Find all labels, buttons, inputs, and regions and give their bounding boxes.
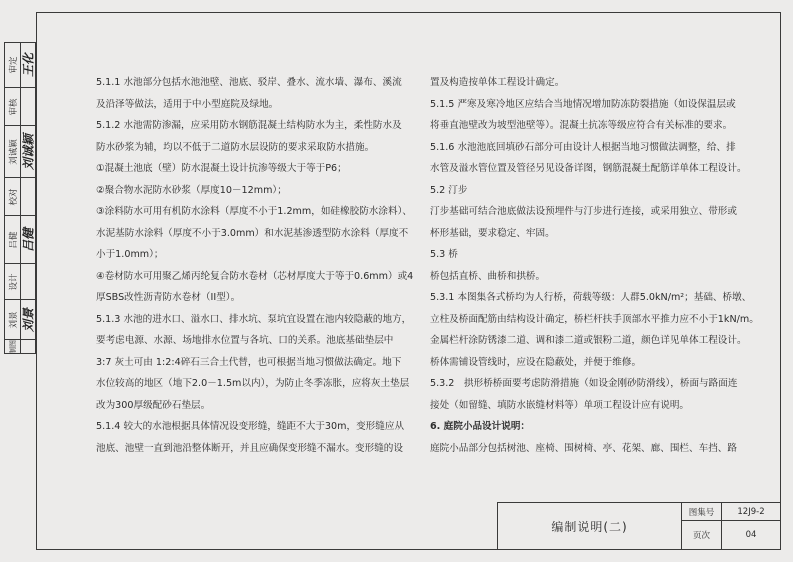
approval-cell-checker (5, 87, 35, 125)
text-line: 汀步基础可结合池底做法设预埋件与汀步进行连接，或采用独立、带形或 (430, 206, 737, 217)
approval-cell-proofreader (5, 177, 35, 215)
text-line: 金属栏杆涂防锈漆二道、调和漆二道或银粉二道，颜色详见单体工程设计。 (430, 335, 747, 346)
left-text-column (96, 72, 416, 459)
approval-name-label: 刘诚颖 (8, 138, 19, 165)
text-line: 接处（如留缝、填防水嵌缝材料等）单项工程设计应有说明。 (430, 399, 690, 411)
approval-cell-designer (5, 263, 35, 299)
approval-role-label: 制图 (8, 339, 17, 354)
text-line: 庭院小品部分包括树池、座椅、围树椅、亭、花架、廊、围栏、车挡、路 (430, 442, 737, 454)
approval-cell-name (5, 125, 35, 177)
text-line: 将垂直池壁改为坡型池壁等）。混凝土抗冻等级应符合有关标准的要求。 (430, 120, 733, 131)
text-line: 杯形基础，要求稳定、牢固。 (430, 227, 555, 239)
sheet-title: 编制说明(二) (498, 503, 682, 549)
approval-cell-name (5, 299, 35, 339)
text-line: 小于1.0mm）； (96, 249, 164, 260)
section-heading: 5.2 汀步 (430, 184, 468, 196)
approval-role-label: 审定 (8, 56, 19, 74)
signature: 王化 (21, 52, 35, 78)
text-line: ①混凝土池底（壁）防水混凝土设计抗渗等级大于等于P6； (96, 163, 347, 174)
approval-cell-drafter (5, 339, 35, 353)
atlas-number-value: 12J9-2 (722, 503, 780, 521)
text-line: 要考虑电源、水源、场地排水位置与各坑、口的关系。池底基础垫层中 (96, 335, 394, 346)
approval-name-label: 吕健 (8, 230, 19, 249)
text-line: 厚SBS改性沥青防水卷材（II型）。 (96, 292, 241, 303)
approval-role-label: 审核 (8, 97, 19, 116)
approval-cell-name (5, 215, 35, 263)
text-line: 防水砂浆为辅，均以不低于二道防水层设防的要求采取防水措施。 (96, 141, 375, 153)
text-line: 5.1.6 水池池底回填砂石部分可由设计人根据当地习惯做法调整，给、排 (430, 141, 736, 153)
right-text-column (430, 72, 760, 459)
atlas-number-label: 图集号 (682, 503, 722, 521)
text-line: 置及构造按单体工程设计确定。 (430, 77, 565, 88)
text-line: 5.3.2 拱形桥桥面要考虑防滑措施（如设金刚砂防滑线），桥面与路面连 (430, 378, 738, 389)
section-heading: 6. 庭院小品设计说明： (430, 421, 531, 432)
signature: 刘景 (21, 307, 35, 332)
text-line: 桥包括直桥、曲桥和拱桥。 (430, 270, 546, 282)
text-line: 5.3.1 本图集各式桥均为人行桥，荷载等级：人群5.0kN/m²；基础、桥墩、 (430, 292, 752, 303)
section-heading: 5.3 桥 (430, 249, 458, 260)
page-number-label: 页次 (682, 521, 722, 549)
text-line: 改为300厚级配砂石垫层。 (96, 399, 211, 411)
text-line: 5.1.5 严寒及寒冷地区应结合当地情况增加防冻防裂措施（如设保温层或 (430, 98, 736, 110)
approval-sidebar (4, 42, 36, 354)
text-line: ②聚合物水泥防水砂浆（厚度10－12mm）； (96, 184, 287, 196)
approval-name-label: 刘景 (8, 310, 19, 329)
approval-role-label: 校对 (8, 187, 19, 206)
text-line: 3:7 灰土可由 1:2:4碎石三合土代替，也可根据当地习惯做法确定。地下 (96, 356, 402, 368)
text-line: ④卷材防水可用聚乙烯丙纶复合防水卷材（芯材厚度大于等于0.6mm）或4 (96, 270, 414, 282)
text-line: 水泥基防水涂料（厚度不小于3.0mm）和水泥基渗透型防水涂料（厚度不 (96, 227, 409, 239)
page-number-value: 04 (745, 530, 757, 540)
text-line: 水位较高的地区（地下2.0－1.5m以内），为防止冬季冻胀，应将灰土垫层 (96, 378, 410, 389)
title-block (497, 502, 781, 550)
text-line: 5.1.1 水池部分包括水池池壁、池底、驳岸、叠水、流水墙、瀑布、溪流 (96, 77, 402, 88)
text-line: 5.1.2 水池需防渗漏，应采用防水钢筋混凝土结构防水为主，柔性防水及 (96, 120, 402, 131)
text-line: 水管及溢水管位置及管径另见设备详图，钢筋混凝土配筋详单体工程设计。 (430, 163, 747, 174)
text-line: 及沿泽等做法，适用于中小型庭院及绿地。 (96, 98, 279, 110)
text-line: ③涂料防水可用有机防水涂料（厚度不小于1.2mm，如硅橡胶防水涂料）、 (96, 206, 412, 217)
text-line: 5.1.4 较大的水池根据具体情况设变形缝，缝距不大于30m，变形缝应从 (96, 421, 405, 432)
approval-cell-reviewer (5, 43, 35, 87)
text-line: 5.1.3 水池的进水口、溢水口、排水坑、泵坑宜设置在池内较隐蔽的地方， (96, 313, 412, 325)
approval-role-label: 设计 (8, 272, 19, 291)
text-line: 桥体需铺设管线时，应设在隐蔽处，并便于维修。 (430, 356, 642, 368)
text-line: 立柱及桥面配筋由结构设计确定，桥栏杆扶手顶部水平推力应不小于1kN/m。 (430, 313, 759, 325)
text-line: 池底、池壁一直到池沿整体断开，并且应确保变形缝不漏水。变形缝的设 (96, 442, 403, 454)
signature: 吕健 (21, 227, 35, 252)
signature: 刘诚颖 (21, 133, 35, 170)
